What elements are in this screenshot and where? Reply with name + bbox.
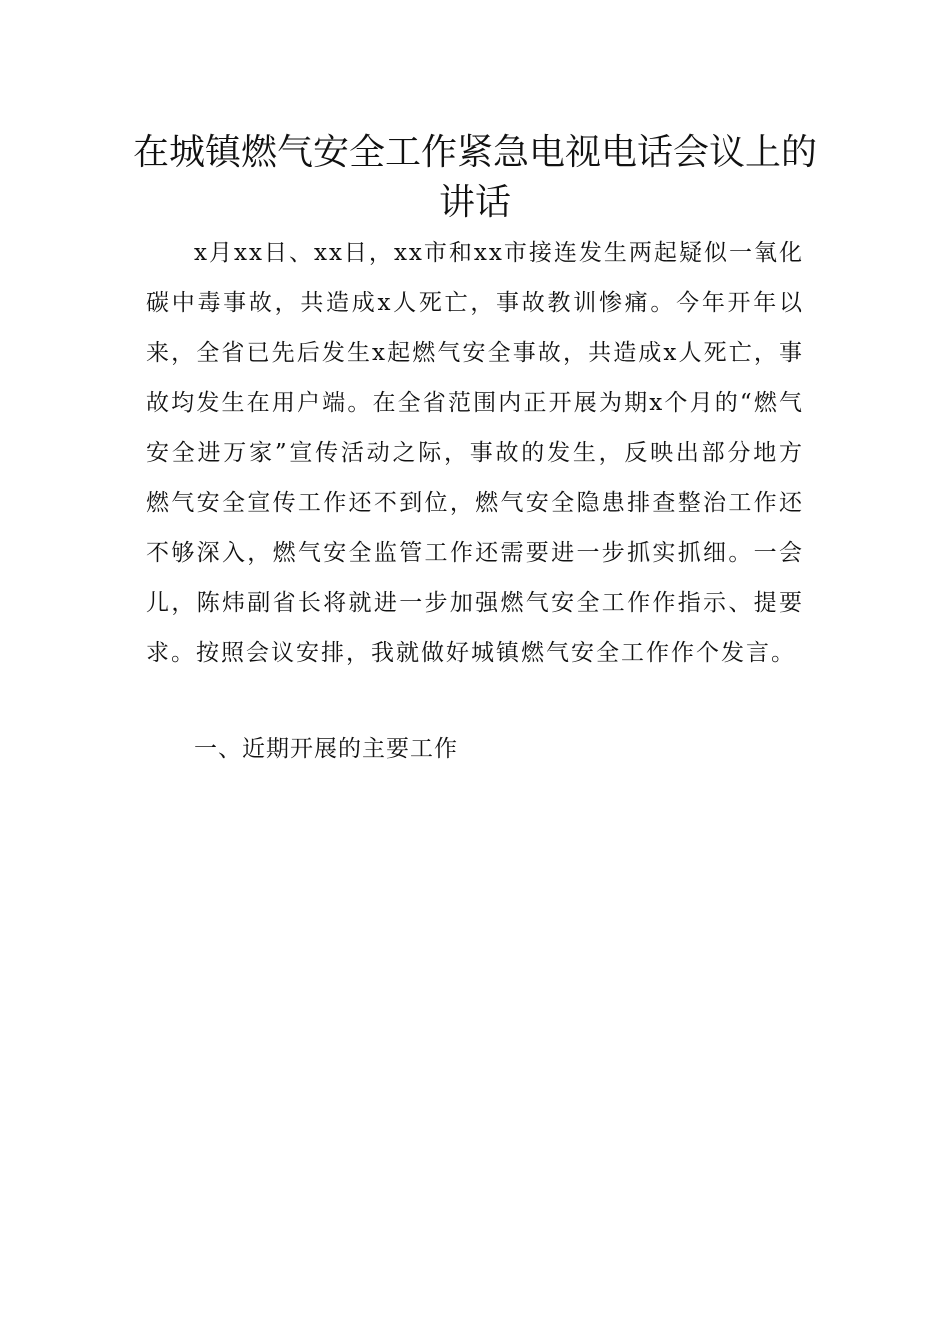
document-title: 在城镇燃气安全工作紧急电视电话会议上的讲话: [132, 132, 817, 223]
section-heading: 一、近期开展的主要工作: [194, 736, 458, 762]
body-paragraph: x月xx日、xx日，xx市和xx市接连发生两起疑似一氧化碳中毒事故，共造成x人死亡，事故教训惨痛。今年开年以来，全省已先后发生x起燃气安全事故，共造成x人死亡，事故均发生在用户端。在全省范围内正开展为期x个月的“燃气安全进万家”宣传活动之际，事故的发生，反映出部分地方燃气安全宣传工作还不到位，燃气安全隐患排查整治工作还不够深入，燃气安全监管工作还需要进一步抓实抓细。一会儿，陈炜副省长将就进一步加强燃气安全工作作指示、提要求。按照会议安排，我就做好城镇燃气安全工作作个发言。: [146, 240, 804, 666]
